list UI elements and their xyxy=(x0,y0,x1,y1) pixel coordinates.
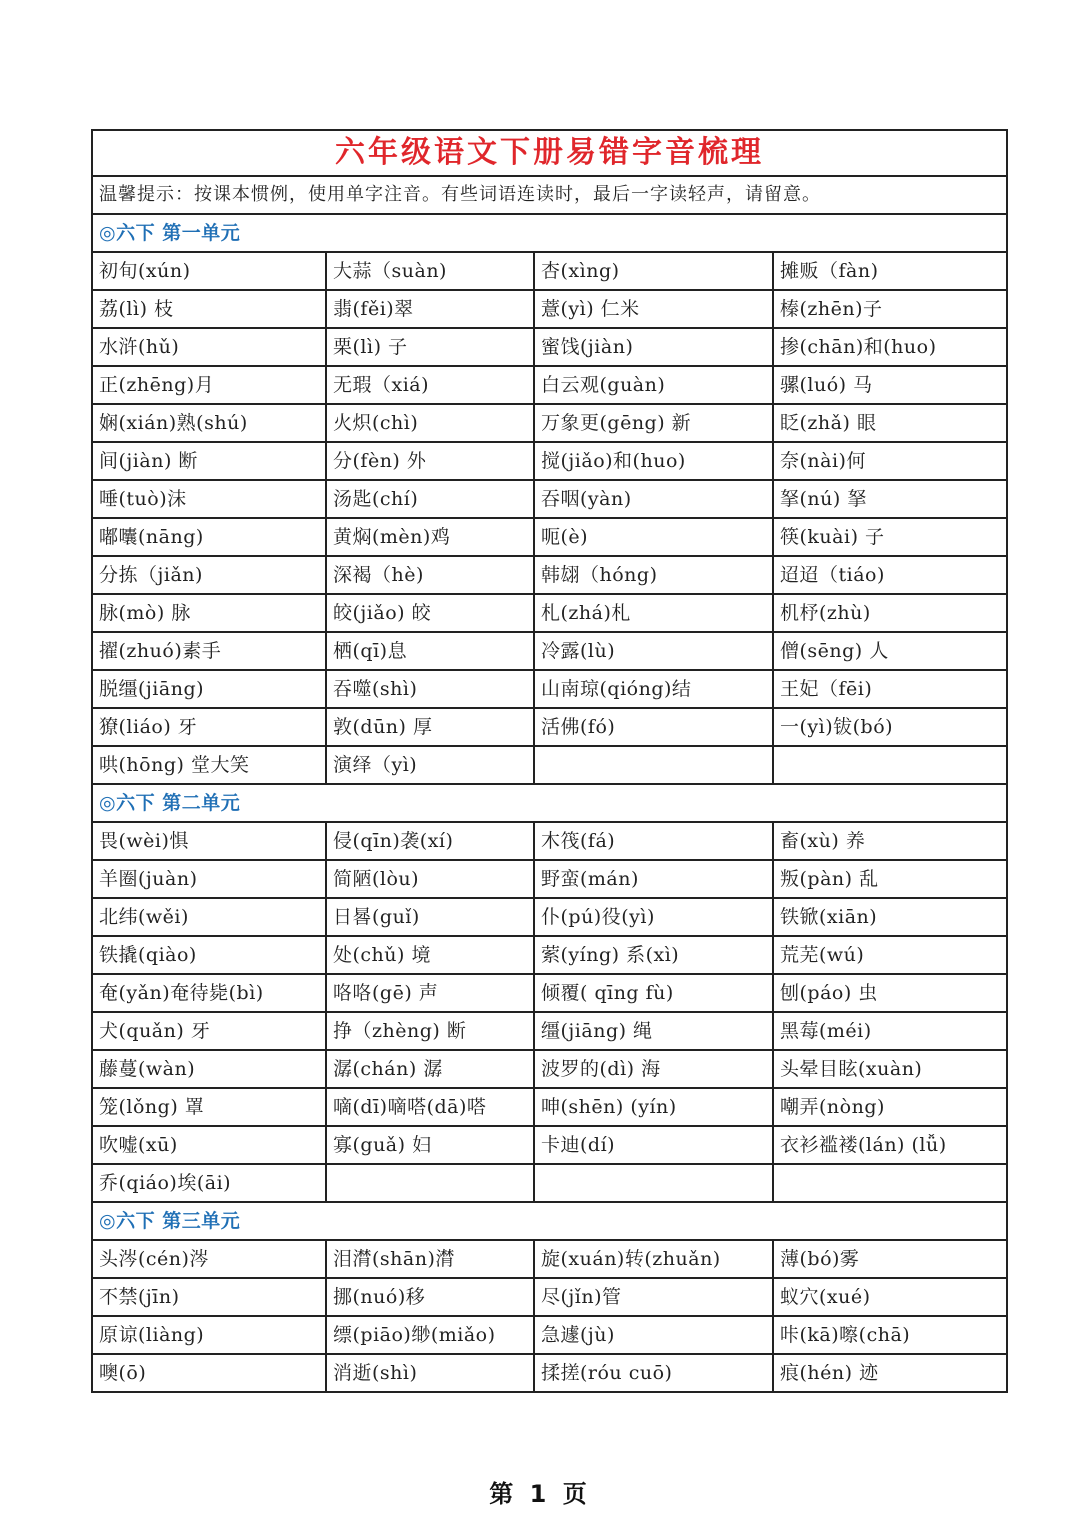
table-row xyxy=(92,290,1007,328)
word-cell: 萦(yíng) 系(xì) xyxy=(534,936,773,974)
word-cell: 韩翃（hóng) xyxy=(534,556,773,594)
word-cell: 迢迢（tiáo) xyxy=(773,556,1007,594)
word-cell: 倾覆( qīng fù) xyxy=(534,974,773,1012)
table-row xyxy=(92,1278,1007,1316)
word-cell: 尽(jǐn)管 xyxy=(534,1278,773,1316)
word-cell: 初旬(xún) xyxy=(92,252,326,290)
page-title: 六年级语文下册易错字音梳理 xyxy=(92,130,1007,176)
table-row xyxy=(92,594,1007,632)
table-row xyxy=(92,1126,1007,1164)
word-cell: 札(zhá)札 xyxy=(534,594,773,632)
word-cell: 嘲弄(nòng) xyxy=(773,1088,1007,1126)
table-row xyxy=(92,1354,1007,1392)
word-cell: 僧(sēng) 人 xyxy=(773,632,1007,670)
word-cell: 旋(xuán)转(zhuǎn) xyxy=(534,1240,773,1278)
word-cell: 犬(quǎn) 牙 xyxy=(92,1012,326,1050)
word-cell: 擢(zhuó)素手 xyxy=(92,632,326,670)
word-cell: 万象更(gēng) 新 xyxy=(534,404,773,442)
table-row xyxy=(92,1240,1007,1278)
word-cell: 吞噬(shì) xyxy=(326,670,534,708)
table-row xyxy=(92,1164,1007,1202)
word-cell: 白云观(guàn) xyxy=(534,366,773,404)
word-cell: 杏(xìng) xyxy=(534,252,773,290)
word-cell: 哄(hōng) 堂大笑 xyxy=(92,746,326,784)
word-cell: 嘟囔(nāng) xyxy=(92,518,326,556)
word-cell: 火炽(chì) xyxy=(326,404,534,442)
word-cell: 机杼(zhù) xyxy=(773,594,1007,632)
word-cell: 呃(è) xyxy=(534,518,773,556)
word-cell: 摊贩（fàn) xyxy=(773,252,1007,290)
word-cell: 不禁(jīn) xyxy=(92,1278,326,1316)
table-row xyxy=(92,518,1007,556)
table-row xyxy=(92,328,1007,366)
word-cell: 脉(mò) 脉 xyxy=(92,594,326,632)
word-cell: 活佛(fó) xyxy=(534,708,773,746)
word-cell: 挣（zhèng) 断 xyxy=(326,1012,534,1050)
word-cell: 敦(dūn) 厚 xyxy=(326,708,534,746)
section-heading: ◎六下 第二单元 xyxy=(92,784,1007,822)
word-cell: 乔(qiáo)埃(āi) xyxy=(92,1164,326,1202)
word-cell: 荔(lì) 枝 xyxy=(92,290,326,328)
word-cell: 蚁穴(xué) xyxy=(773,1278,1007,1316)
section-heading-row xyxy=(92,784,1007,822)
word-cell: 刨(páo) 虫 xyxy=(773,974,1007,1012)
word-cell: 掺(chān)和(huo) xyxy=(773,328,1007,366)
word-cell: 咯咯(gē) 声 xyxy=(326,974,534,1012)
word-cell: 栖(qī)息 xyxy=(326,632,534,670)
word-cell: 仆(pú)役(yì) xyxy=(534,898,773,936)
word-cell: 冷露(lù) xyxy=(534,632,773,670)
section-heading-row xyxy=(92,1202,1007,1240)
table-row xyxy=(92,1012,1007,1050)
word-cell: 寡(guǎ) 妇 xyxy=(326,1126,534,1164)
word-cell: 娴(xián)熟(shú) xyxy=(92,404,326,442)
word-cell: 奄(yǎn)奄待毙(bì) xyxy=(92,974,326,1012)
table-row xyxy=(92,1050,1007,1088)
word-cell: 薄(bó)雾 xyxy=(773,1240,1007,1278)
word-cell: 奈(nài)何 xyxy=(773,442,1007,480)
word-cell: 深褐（hè) xyxy=(326,556,534,594)
word-cell: 吞咽(yàn) xyxy=(534,480,773,518)
word-cell: 缥(piāo)缈(miǎo) xyxy=(326,1316,534,1354)
word-cell: 唾(tuò)沫 xyxy=(92,480,326,518)
word-cell: 山南琼(qióng)结 xyxy=(534,670,773,708)
word-cell: 汤匙(chí) xyxy=(326,480,534,518)
word-cell: 水浒(hǔ) xyxy=(92,328,326,366)
word-cell: 揉搓(róu cuō) xyxy=(534,1354,773,1392)
word-cell xyxy=(326,1164,534,1202)
table-row xyxy=(92,252,1007,290)
word-cell xyxy=(534,746,773,784)
word-cell: 分拣（jiǎn) xyxy=(92,556,326,594)
table-row xyxy=(92,1316,1007,1354)
word-cell: 原谅(liàng) xyxy=(92,1316,326,1354)
word-cell xyxy=(534,1164,773,1202)
word-cell: 消逝(shì) xyxy=(326,1354,534,1392)
word-cell: 黄焖(mèn)鸡 xyxy=(326,518,534,556)
word-cell: 藤蔓(wàn) xyxy=(92,1050,326,1088)
word-cell: 羊圈(juàn) xyxy=(92,860,326,898)
word-table xyxy=(91,129,1008,1393)
word-cell: 缰(jiāng) 绳 xyxy=(534,1012,773,1050)
table-row xyxy=(92,442,1007,480)
word-cell: 搅(jiǎo)和(huo) xyxy=(534,442,773,480)
word-cell: 大蒜（suàn) xyxy=(326,252,534,290)
word-cell: 皎(jiǎo) 皎 xyxy=(326,594,534,632)
word-cell: 痕(hén) 迹 xyxy=(773,1354,1007,1392)
table-row xyxy=(92,1088,1007,1126)
word-cell: 荒芜(wú) xyxy=(773,936,1007,974)
table-row xyxy=(92,632,1007,670)
word-cell: 蜜饯(jiàn) xyxy=(534,328,773,366)
section-heading-row xyxy=(92,214,1007,252)
word-cell: 拏(nú) 拏 xyxy=(773,480,1007,518)
word-cell: 处(chǔ) 境 xyxy=(326,936,534,974)
word-cell: 噢(ō) xyxy=(92,1354,326,1392)
word-cell: 野蛮(mán) xyxy=(534,860,773,898)
table-row xyxy=(92,746,1007,784)
word-cell: 叛(pàn) 乱 xyxy=(773,860,1007,898)
word-cell: 脱缰(jiāng) xyxy=(92,670,326,708)
word-cell: 黑莓(méi) xyxy=(773,1012,1007,1050)
word-cell: 一(yì)钹(bó) xyxy=(773,708,1007,746)
table-row xyxy=(92,898,1007,936)
table-row xyxy=(92,860,1007,898)
word-cell: 笼(lǒng) 罩 xyxy=(92,1088,326,1126)
word-cell: 嘀(dī)嘀嗒(dā)嗒 xyxy=(326,1088,534,1126)
word-cell: 无瑕（xiá) xyxy=(326,366,534,404)
word-cell: 王妃（fēi) xyxy=(773,670,1007,708)
word-cell: 头晕目眩(xuàn) xyxy=(773,1050,1007,1088)
table-row xyxy=(92,404,1007,442)
word-cell: 衣衫褴褛(lán) (lǚ) xyxy=(773,1126,1007,1164)
word-cell: 北纬(wěi) xyxy=(92,898,326,936)
word-cell: 畏(wèi)惧 xyxy=(92,822,326,860)
word-cell: 翡(fěi)翠 xyxy=(326,290,534,328)
word-cell: 日晷(guǐ) xyxy=(326,898,534,936)
table-row xyxy=(92,936,1007,974)
word-cell: 獠(liáo) 牙 xyxy=(92,708,326,746)
word-cell: 挪(nuó)移 xyxy=(326,1278,534,1316)
word-cell: 栗(lì) 子 xyxy=(326,328,534,366)
section-heading: ◎六下 第一单元 xyxy=(92,214,1007,252)
word-cell: 泪潸(shān)潸 xyxy=(326,1240,534,1278)
word-cell: 木筏(fá) xyxy=(534,822,773,860)
word-cell: 吹嘘(xū) xyxy=(92,1126,326,1164)
word-cell: 畜(xù) 养 xyxy=(773,822,1007,860)
word-cell: 分(fèn) 外 xyxy=(326,442,534,480)
word-cell: 骡(luó) 马 xyxy=(773,366,1007,404)
word-cell: 潺(chán) 潺 xyxy=(326,1050,534,1088)
table-row xyxy=(92,556,1007,594)
tip-text: 温馨提示：按课本惯例，使用单字注音。有些词语连读时，最后一字读轻声，请留意。 xyxy=(92,176,1007,214)
table-row xyxy=(92,708,1007,746)
word-cell: 简陋(lòu) xyxy=(326,860,534,898)
page-number: 第 1 页 xyxy=(489,1480,591,1508)
word-cell xyxy=(773,746,1007,784)
word-cell: 间(jiàn) 断 xyxy=(92,442,326,480)
word-cell: 卡迪(dí) xyxy=(534,1126,773,1164)
word-cell: 波罗的(dì) 海 xyxy=(534,1050,773,1088)
word-cell: 头涔(cén)涔 xyxy=(92,1240,326,1278)
table-row xyxy=(92,480,1007,518)
word-cell: 急遽(jù) xyxy=(534,1316,773,1354)
table-row xyxy=(92,974,1007,1012)
word-cell: 正(zhēng)月 xyxy=(92,366,326,404)
word-cell: 呻(shēn) (yín) xyxy=(534,1088,773,1126)
word-cell: 铁锨(xiān) xyxy=(773,898,1007,936)
word-cell: 咔(kā)嚓(chā) xyxy=(773,1316,1007,1354)
word-cell: 演绎（yì) xyxy=(326,746,534,784)
table-row xyxy=(92,822,1007,860)
word-cell: 筷(kuài) 子 xyxy=(773,518,1007,556)
word-cell xyxy=(773,1164,1007,1202)
word-cell: 铁撬(qiào) xyxy=(92,936,326,974)
word-cell: 榛(zhēn)子 xyxy=(773,290,1007,328)
word-cell: 侵(qīn)袭(xí) xyxy=(326,822,534,860)
table-row xyxy=(92,670,1007,708)
table-row xyxy=(92,366,1007,404)
word-cell: 眨(zhǎ) 眼 xyxy=(773,404,1007,442)
word-cell: 薏(yì) 仁米 xyxy=(534,290,773,328)
section-heading: ◎六下 第三单元 xyxy=(92,1202,1007,1240)
